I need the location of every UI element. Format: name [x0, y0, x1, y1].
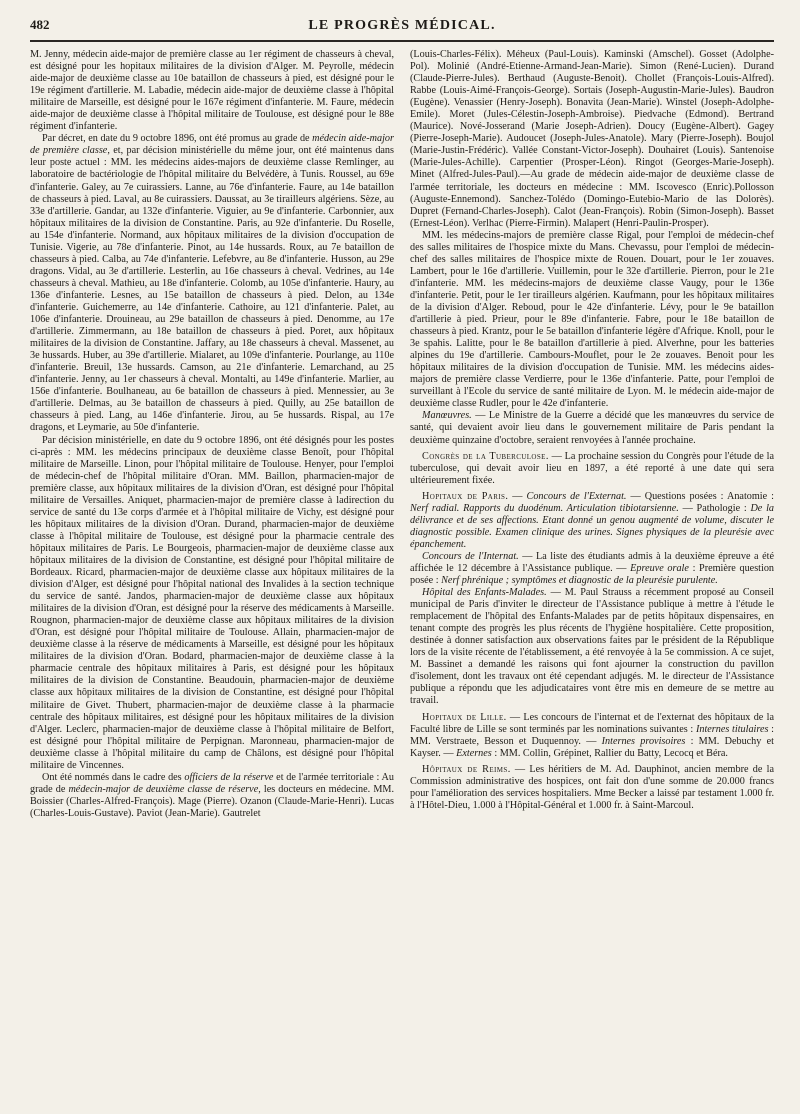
paragraph-text: — — [508, 490, 527, 502]
paragraph-text: Par décret, en date du 9 octobre 1896, ont été promus au grade de — [42, 133, 313, 145]
paragraph — [410, 764, 774, 812]
header-rule — [30, 40, 774, 42]
italic-phrase: médecin-major de deuxième classe de réserve — [68, 783, 259, 795]
italic-phrase: De la délivrance et de ses affections. Etant donné un genou augmenté de volume, discuter le diagnostic possible. Examen clinique des urines. Signes physiques de la pleurésie avec épanchement. — [410, 502, 775, 550]
paragraph-text: — M. Paul Strauss a récemment proposé au Conseil municipal de Paris d'inviter le directeur de l'Assistance publique à mettre à l'étude le remplacement de l'hôpital des Enfants-Malades par de petits hôpitaux dispensaires, en tenant compte des progrès les plus récents de l'hygiène hospitalière. Cette proposition, destinée à donner satisfaction aux observations faites par le président de la République lors de la visite récente de l'établissement, a été renvoyée à la 5e commission. A ce sujet, M. Bassinet a demandé les raisons qui font ajourner la construction du pavillon d'isolement, dont les travaux ont été cependant adjugés. M. le directeur de l'Assistance publique a répondu que les adjudicataires vont être mis en demeure de se mettre au travail. — [410, 587, 774, 707]
paragraph-text: (Louis-Charles-Félix). Méheux (Paul-Louis). Kaminski (Amschel). Gosset (Adolphe-Pol). Molinié (André-Etienne-Armand-Jean-Marie). Simon (René-Lucien). Durand (Claude-Pierre-Jules). Berthaud (Auguste-Benoit). Chollet (François-Louis-Alfred). Rabbe (Louis-Aimé-François-George). Sortais (Joseph-Augustin-Marie-Jules). Baudron (Eugène). Venassier (Henry-Joseph). Bonavita (Jean-Marie). Winstel (Joseph-Adolphe-Emile). Moret (Jules-Célestin-Joseph-Ambroise). Piedvache (Edmond). Bertrand (Maurice). Nové-Josserand (Marie Joseph-Adrien). Doucy (Eugène-Albert). Gagey (Pierre-Joseph-Marie). Audoucet (Joseph-Jules-Anatole). Mary (Pierre-Joseph). Boujol (Marie-Justin-Frédéric). Vallée Constant-Victor-Joseph). Douhairet (Louis). Santenoise (Marie-Jules-Achille). Carpentier (Prosper-Léon). Ringot (Georges-Marie-Joseph). Minet (Alfred-Jules-Paul).—Au grade de médecin aide-major de deuxième classe de l'armée territoriale, les docteurs en médecine : MM. Iscovesco (Enric).Pollosson (Auguste-Ennemond). Sanchez-Tolédo (Domingo-Eutebio-Mario de las Dolorès). Dupret (Fernand-Charles-Joseph). Calot (Jean-François). Robin (Simon-Joseph). Basset (Ernest-Léon). Verlhac (Pierre-Firmin). Malapert (Henri-Paulin-Prosper). — [410, 49, 774, 229]
italic-phrase: Externes — [456, 747, 492, 759]
paragraph — [410, 410, 774, 446]
paragraph-text: : MM. Collin, Grépinet, Rallier du Batty, Lecocq et Béra. — [491, 747, 728, 759]
journal-title: LE PROGRÈS MÉDICAL. — [308, 18, 496, 33]
paragraph-text: : Première question posée : — [410, 562, 775, 587]
paragraph-text: — Questions posées : Anatomie : — [626, 490, 775, 502]
section-heading: Manœuvres. — [422, 410, 472, 422]
paragraph-text: MM. les médecins-majors de première classe Rigal, pour l'emploi de médecin-chef des salles militaires de l'hospice mixte du Mans. Chevassu, pour l'emploi de médecin-chef des salles militaires de l'hospice mixte de Rouen. Douart, pour le 1er zouaves. Lambert, pour le 16e d'artillerie. Vuillemin, pour le 32e d'artillerie. Pierron, pour le 21e d'infanterie. MM. les médecins-majors de deuxième classe Vaugy, pour le 136e d'infanterie. Petit, pour le 1er tirailleurs algérien. Kaufmann, pour les hôpitaux militaires de la division d'Alger. Reboud, pour le 42e d'infanterie. Lévy, pour le 9e bataillon d'artillerie à pied. Prieur, pour le 89e d'infanterie. Fabre, pour le 18e bataillon de chasseurs à pied. Krantz, pour le 5e bataillon d'infanterie légère d'Afrique. Knoll, pour le 3e spahis. Lalitte, pour le 8e bataillon d'artillerie à pied. Alverhne, pour les batteries alpines du 19e d'artillerie. Cambours-Mouflet, pour le 2e zouaves. Benoit pour les hôpitaux militaires de la division d'occupation de Tunisie. MM. les médecins aides-majors de première classe Verdierre, pour le 136e d'infanterie. Patte, pour l'emploi de surveillant à l'Ecole du service de santé militaire de Lyon. M. le médecin aide-major de deuxième classe Rudler, pour le 42e d'infanterie. — [410, 229, 774, 410]
section-heading: Congrès de la Tuberculose. — [422, 450, 549, 462]
italic-phrase: médecin aide-major de première classe — [30, 133, 394, 157]
paragraph-text: : MM. Debuchy et Kayser. — — [410, 735, 774, 759]
italic-phrase: Internes titulaires — [695, 723, 769, 735]
paragraph — [410, 551, 774, 587]
paragraph-text: M. Jenny, médecin aide-major de première classe au 1er régiment de chasseurs à cheval, est désigné pour les hopitaux militaires de la division d'Alger. M. Peyrolle, médecin aide-major de deuxième classe au 10e bataillon de chasseurs à pied, est désigné pour le 19e régiment d'artillerie. M. Labadie, médecin aide-major de deuxième classe à l'hôpital militaire de Marseille, est désigné pour le 167e régiment d'infanterie. M. Faure, médecin aide-major de deuxième classe à l'hôpital militaire de Toulouse, est désigné pour le 88e régiment d'infanterie. — [30, 49, 394, 133]
italic-phrase: Internes provisoires — [601, 735, 686, 747]
italic-phrase: Nerf radial. Rapports du duodénum. Articulation tibiotarsienne. — [410, 502, 679, 514]
paragraph-text: — Les héritiers de M. Ad. Dauphinot, ancien membre de la Commission administrative des hospices, ont fait don d'une somme de 20.000 francs pour l'amélioration des services hospitaliers. Mme Becker a laissé par testament 1.000 fr. à l'Hôtel-Dieu, 1.000 à l'Hôpital-Général et 1.000 fr. à Saint-Marcoul. — [410, 763, 774, 811]
paragraph — [410, 49, 774, 230]
italic-phrase: Concours de l'Internat. — [422, 550, 519, 562]
section-heading: Hopitaux de Lille. — [422, 711, 507, 723]
page-header — [30, 17, 774, 35]
paragraph-text: — La liste des étudiants admis à la deuxième épreuve a été affichée le 12 décembre à l'Assistance publique. — — [410, 550, 774, 574]
paragraph — [30, 772, 394, 820]
paragraph — [30, 133, 394, 434]
paragraph — [410, 230, 774, 411]
italic-phrase: officiers de la réserve — [184, 771, 274, 783]
text-columns — [30, 49, 774, 820]
right-column — [410, 49, 774, 820]
paragraph-text: , et, par décision ministérielle du même jour, ont été maintenus dans leur poste actuel : MM. les médecins aides-majors de deuxième classe Remlinger, au laboratoire de bactériologie de l'hôpital militaire du Belvédère, à Tunis. Roussel, au 69e d'infanterie. Galey, au 7e cuirassiers. Lanne, au 76e d'infanterie. Faure, au 14e bataillon de chasseurs à pied. Laval, au 8e cuirassiers. Daussat, au 3e tirailleurs algériens. Sèze, au 33e d'artillerie. Gandar, au 132e d'infanterie. Viguier, au 9e d'infanterie. Carbonnier, aux hôpitaux militaires de la division de Constantine. Paris, au 92e d'infanterie. Du Roselle, au 154e d'infanterie. Normand, aux hôpitaux militaires de la division d'occupation de Tunisie. Vigerie, au 78e d'infanterie. Pinot, au 14e hussards. Roux, au 7e bataillon de chasseurs à pied. Calba, au 74e d'infanterie. Lefebvre, au 8e d'infanterie. Husson, au 29e dragons. Vidal, au 3e d'artillerie. Lesterlin, au 16e chasseurs à cheval. Vedrines, au 14e chasseurs à cheval. Mathieu, au 18e d'infanterie. Colomb, au 105e d'infanterie. Haury, au 136e d'infanterie. Lesnes, au 15e bataillon de chasseurs à pied. Delon, au 134e d'infanterie. Guichemerre, au 14e d'infanterie. Cathoire, au 121 d'infanterie. Palet, au 106e d'infanterie. Drouineau, au 29e bataillon de chasseurs à pied. Denomme, au 17e d'artillerie. Zimmermann, au 18e bataillon de chasseurs à pied. Poret, aux hôpitaux militaires de la division de Constantine. Jaffary, au 18e chasseurs à cheval. Massenet, au 3e hussards. Huber, au 39e d'artillerie. Mialaret, au 109e d'infanterie. Pourlange, au 110e d'infanterie. Breuil, 13e hussards. Camson, au 21e d'infanterie. Lemarchand, au 25 d'infanterie. Jenny, au 1er chasseurs à cheval. Montalti, au 149e d'infanterie. Marlier, au 156e d'infanterie. Boulhaneau, au 6e bataillon de chasseurs à pied. Mennessier, au 3e d'artillerie. Delmas, au 3e bataillon de chasseurs à pied. Quilly, au 25e bataillon de chasseurs à pied. Lang, au 146e d'infanterie. Jirou, au 5e hussards. Rispal, au 17e dragons, et Leymarie, au 50e d'infanterie. — [30, 145, 394, 434]
italic-phrase: Nerf phrénique ; symptômes et diagnostic de la pleurésie purulente. — [441, 575, 718, 587]
section-heading: Hôpitaux de Reims. — [422, 763, 511, 775]
paragraph — [410, 491, 774, 551]
italic-phrase: Epreuve orale — [630, 562, 689, 574]
paragraph-text: : MM. Verstraete, Besson et Duquennoy. — — [410, 723, 774, 747]
paragraph-text: , les docteurs en médecine. MM. Boissier (Charles-Alfred-François). Mage (Pierre). Ozanon (Claude-Marie-Henri). Lucas (Charles-Louis-Gustave). Paviot (Jean-Marie). Gautrelet — [30, 783, 394, 819]
page-number: 482 — [30, 17, 50, 32]
paragraph-text: — Les concours de l'internat et de l'externat des hôpitaux de la Faculté libre de Lille se sont terminés par les nominations suivantes : — [410, 711, 774, 735]
paragraph-text: — Le Ministre de la Guerre a décidé que les manœuvres du service de santé, qui devaient avoir lieu dans le gouvernement militaire de Paris pendant la deuxième quinzaine d'octobre, seraient renvoyées à l'année prochaine. — [410, 410, 774, 446]
paragraph-text: Par décision ministérielle, en date du 9 octobre 1896, ont été désignés pour les postes ci-après : MM. les médecins principaux de deuxième classe Benoît, pour l'hôpital militaire de Marseille. Linon, pour l'hôpital militaire de Toulouse. Henyer, pour l'emploi de médecin-chef de l'hôpital militaire d'Oran. MM. Baillon, pharmacien-major de première classe, aux hôpitaux militaires de la division d'Oran, est désigné pour l'hôpital militaire de Versailles. Aniquet, pharmacien-major de première classe à ladirection du service de santé du 13e corps d'armée et à l'hôpital militaire de Vichy, est désigné pour les hôpitaux militaires de la division d'Oran. Durand, pharmacien-major de deuxième classe à l'hôpital militaire de Toulouse, est désigné pour la pharmacie centrale des hôpitaux militaires de Paris. Le Bourgeois, pharmacien-major de deuxième classe aux hôpitaux militaires de la division de Constantine, est désigné pour l'hôpital militaire de Bordeaux. Ricard, pharmacien-major de deuxième classe aux hôpitaux militaires de la division d'Alger, est désigné pour l'hôpital national des Invalides à la section technique du service de santé. Jandos, pharmacien-major de deuxième classe aux hôpitaux militaires de la division d'Oran, est désigné pour la réserve des médicaments à Marseille. Rougnon, pharmacien-major de deuxième classe aux hôpitaux militaires de la division d'Oran, est désigné pour l'hôpital militaire de Toulouse. Allain, pharmacien-major de deuxième classe à la réserve de médicaments à Marseille, est désigné pour les hôpitaux militaires de la division d'Oran. Bodard, pharmacien-major de deuxième classe à la pharmacie centrale des hôpitaux militaires à Paris, est désigné pour les hôpitaux militaires de la division de Constantine. Beaudouin, pharmacien-major de deuxième classe aux hôpitaux militaires de la division de Constantine, est désigné pour l'hôpital militaire de Givet. Thubert, pharmacien-major de deuxième classe à la pharmacie centrale des hôpitaux militaires, est désigné pour les hôpitaux militaires de la division d'Alger. Leclerc, pharmacien-major de deuxième classe à l'hôpital militaire de Belfort, est désigné pour l'hôpital militaire de Perpignan. Maronneau, pharmacien-major de deuxième classe à l'hôpital militaire du camp de Châlons, est désigné pour l'hôpital militaire de Vincennes. — [30, 434, 394, 771]
section-heading: Hopitaux de Paris. — [422, 490, 509, 502]
paragraph-text: — La prochaine session du Congrès pour l'étude de la tuberculose, qui devait avoir lieu en 1897, a été reporté à une date qui sera ultérieurement fixée. — [410, 450, 774, 486]
italic-phrase: Concours de l'Externat. — [526, 490, 627, 502]
paragraph-text: — Pathologie : — [678, 502, 751, 514]
paragraph — [410, 451, 774, 487]
paragraph — [30, 49, 394, 133]
left-column — [30, 49, 394, 820]
paragraph — [410, 712, 774, 760]
paragraph — [410, 587, 774, 707]
italic-phrase: Hôpital des Enfants-Malades. — [422, 587, 547, 599]
paragraph-text: et de l'armée territoriale : Au grade de — [30, 771, 394, 795]
paragraph — [30, 435, 394, 772]
paragraph-text: Ont été nommés dans le cadre des — [42, 771, 185, 783]
